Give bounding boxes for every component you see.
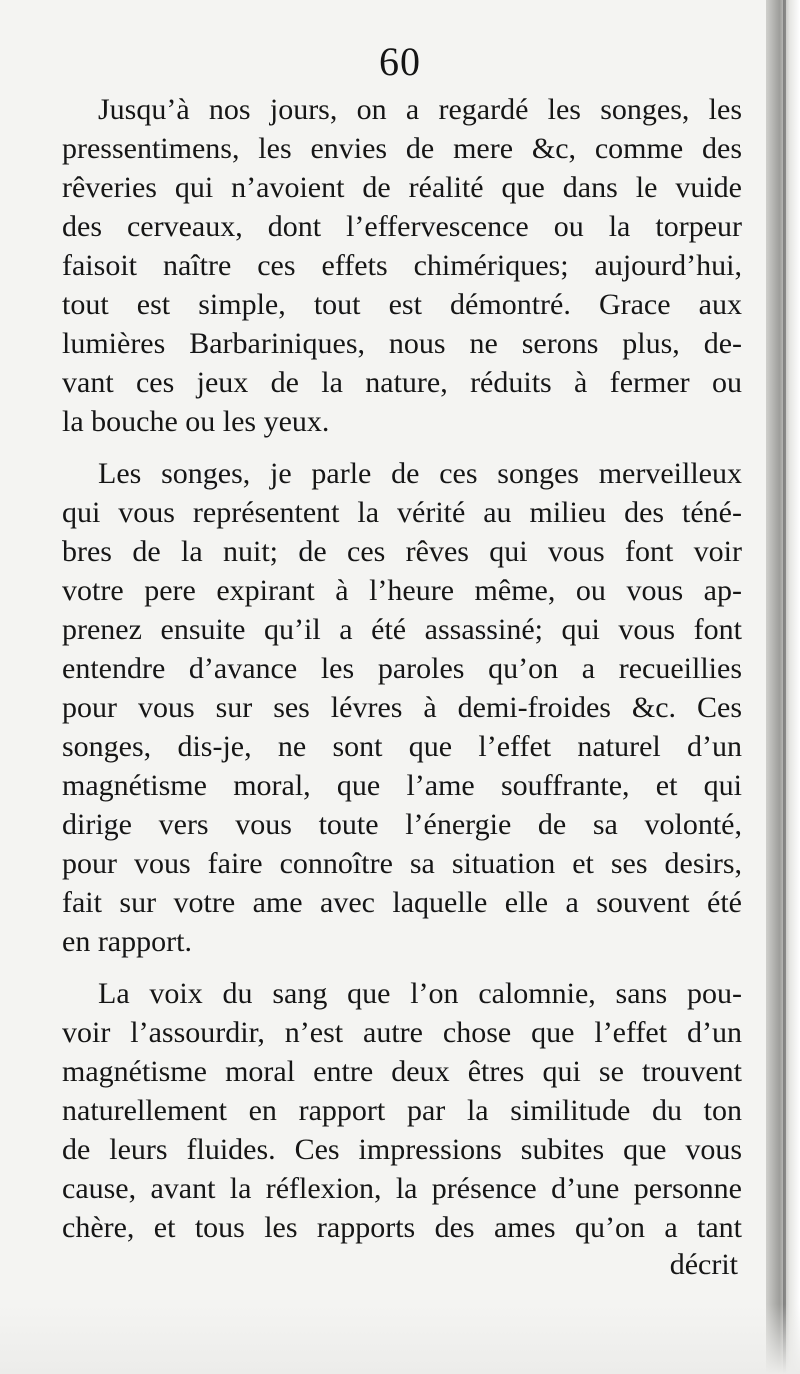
text-line: entendre d’avance les paroles qu’on a recueillies xyxy=(62,652,742,685)
page-bottom-shadow xyxy=(0,1304,800,1374)
text-line: fait sur votre ame avec laquelle elle a souvent été xyxy=(62,886,742,919)
text-line: en rapport. xyxy=(62,925,192,958)
paragraph-2 xyxy=(62,454,742,961)
text-line: qui vous représentent la vérité au milieu des téné- xyxy=(62,496,742,529)
text-line: pour vous sur ses lévres à demi-froides &c. Ces xyxy=(62,691,742,724)
page-fold-line xyxy=(783,0,786,1374)
catchword: décrit xyxy=(669,1248,738,1281)
text-line: faisoit naître ces effets chimériques; aujourd’hui, xyxy=(62,249,742,282)
text-line: tout est simple, tout est démontré. Grace aux xyxy=(62,288,742,321)
text-line: vant ces jeux de la nature, réduits à fermer ou xyxy=(62,366,742,399)
paragraph-3 xyxy=(62,974,742,1247)
text-line: prenez ensuite qu’il a été assassiné; qui vous font xyxy=(62,613,742,646)
page-number: 60 xyxy=(379,39,421,84)
text-line: pour vous faire connoître sa situation et ses desirs, xyxy=(62,847,742,880)
text-line: la bouche ou les yeux. xyxy=(62,405,330,438)
text-line: lumières Barbariniques, nous ne serons plus, de- xyxy=(62,327,742,360)
text-line: de leurs fluides. Ces impressions subites que vous xyxy=(62,1133,742,1166)
text-line: voir l’assourdir, n’est autre chose que l’effet d’un xyxy=(62,1016,742,1049)
text-line: naturellement en rapport par la similitude du ton xyxy=(62,1094,742,1127)
paragraph-1 xyxy=(62,90,742,441)
text-line: rêveries qui n’avoient de réalité que dans le vuide xyxy=(62,171,742,204)
body-text xyxy=(62,90,742,1247)
text-line: des cerveaux, dont l’effervescence ou la torpeur xyxy=(62,210,742,243)
text-line: Les songes, je parle de ces songes merveilleux xyxy=(98,457,742,490)
text-line: La voix du sang que l’on calomnie, sans pou- xyxy=(98,977,742,1010)
text-line: songes, dis-je, ne sont que l’effet naturel d’un xyxy=(62,730,742,763)
text-line: votre pere expirant à l’heure même, ou vous ap- xyxy=(62,574,742,607)
text-line: Jusqu’à nos jours, on a regardé les songes, les xyxy=(98,93,742,126)
text-line: pressentimens, les envies de mere &c, comme des xyxy=(62,132,742,165)
text-line: magnétisme moral, que l’ame souffrante, et qui xyxy=(62,769,742,802)
text-line: cause, avant la réflexion, la présence d’une personne xyxy=(62,1172,742,1205)
text-line: dirige vers vous toute l’énergie de sa volonté, xyxy=(62,808,742,841)
text-line: chère, et tous les rapports des ames qu’on a tant xyxy=(62,1211,742,1244)
text-line: bres de la nuit; de ces rêves qui vous font voir xyxy=(62,535,742,568)
text-line: magnétisme moral entre deux êtres qui se trouvent xyxy=(62,1055,742,1088)
